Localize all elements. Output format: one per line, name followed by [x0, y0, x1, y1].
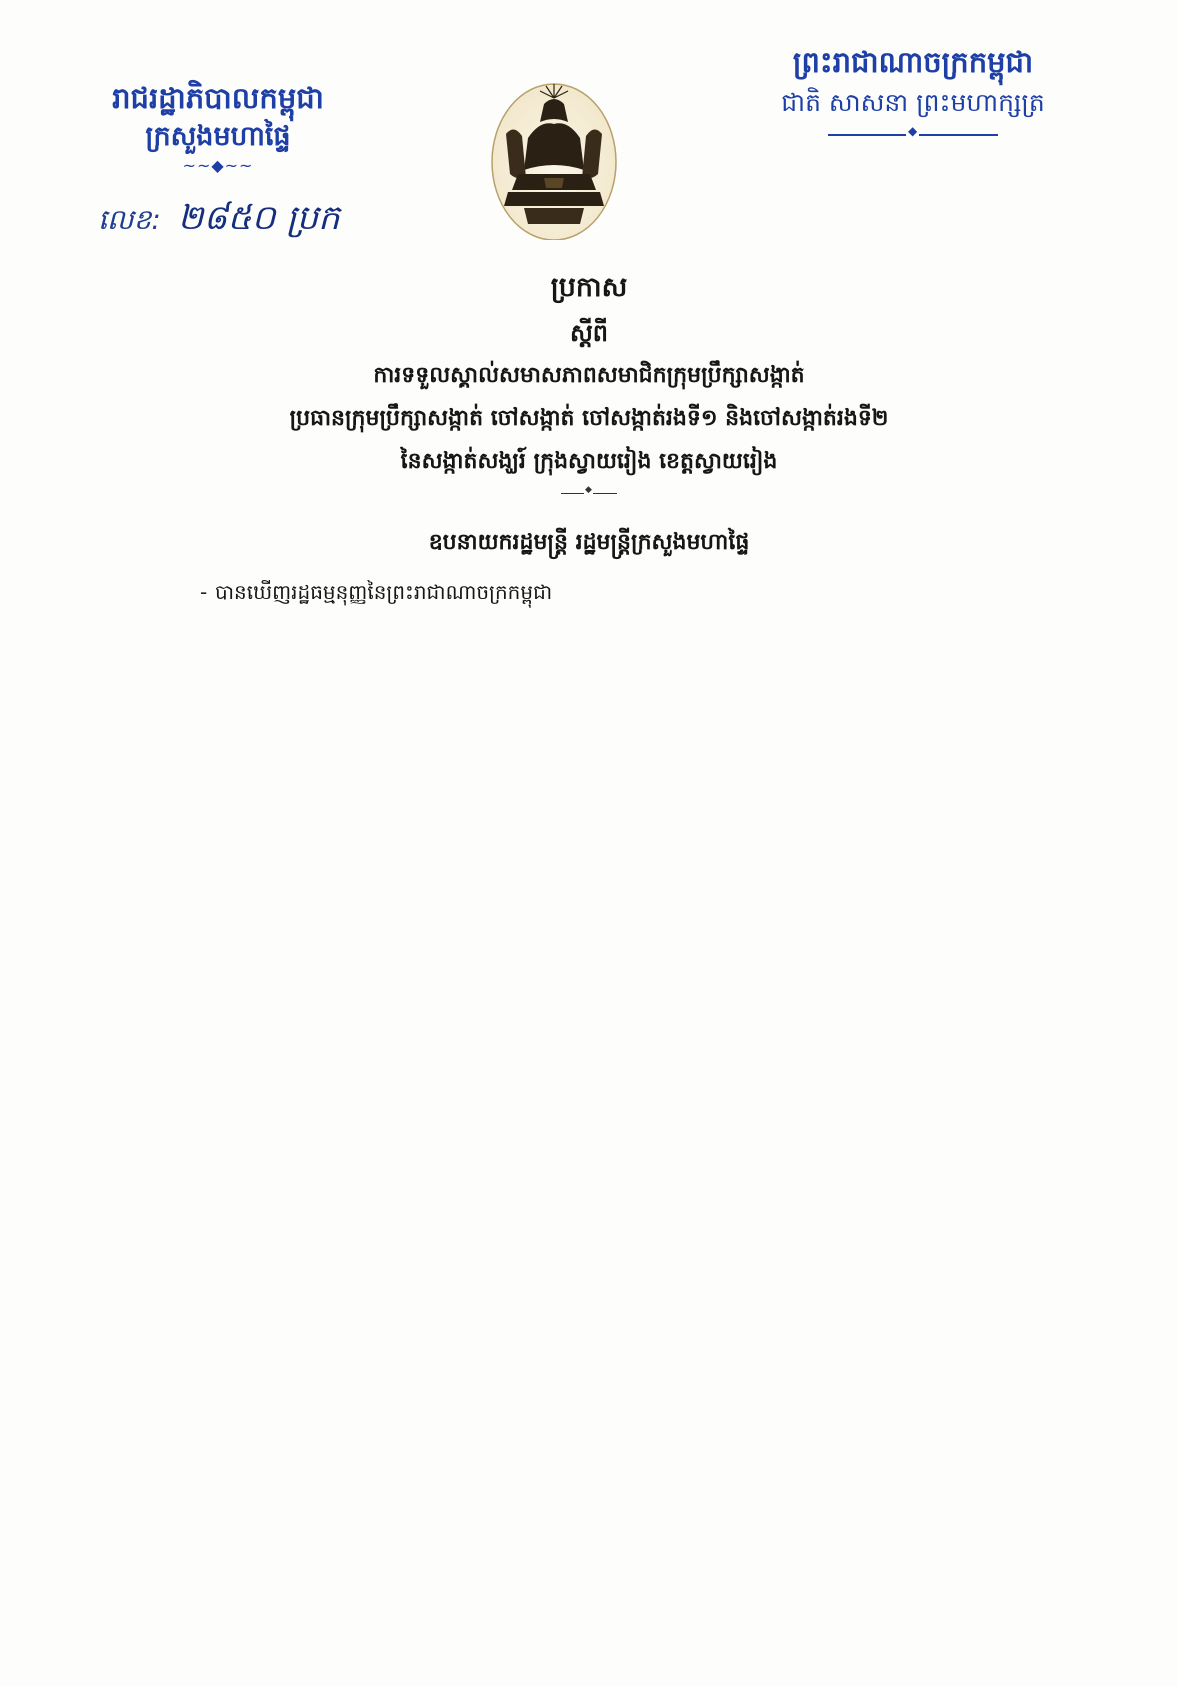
title-subject-line3: នៃសង្កាត់សង្ឃរ៍ ក្រុងស្វាយរៀង ខេត្តស្វាយរៀង	[400, 449, 778, 474]
number-value: ២៨៥០ ប្រក	[177, 198, 340, 238]
royal-emblem-icon	[488, 78, 620, 240]
preamble-item: - បានឃើញរដ្ឋធម្មនុញ្ញនៃព្រះរាជាណាចក្រកម្ពុជា	[215, 574, 552, 610]
title-proclamation: ប្រកាស	[550, 272, 628, 303]
title-subject-line2: ប្រធានក្រុមប្រឹក្សាសង្កាត់ ចៅសង្កាត់ ចៅសង្កាត់រងទី១ និងចៅសង្កាត់រងទី២	[289, 406, 889, 431]
title-subject-line1: ការទទួលស្គាល់សមាសភាពសមាជិកក្រុមប្រឹក្សាសង្កាត់	[373, 363, 805, 388]
ministry-header	[78, 78, 358, 176]
document-title	[100, 264, 1078, 497]
number-label: លេខ:	[98, 203, 161, 236]
ministry-subname: ក្រសួងមហាផ្ទៃ	[145, 121, 291, 152]
ornament-flourish: ~~◆~~	[182, 156, 254, 175]
ornament-rule	[828, 130, 998, 140]
title-on: ស្តីពី	[569, 319, 609, 347]
kingdom-name: ព្រះរាជាណាចក្រកម្ពុជា	[792, 45, 1034, 79]
ministry-name: រាជរដ្ឋាភិបាលកម្ពុជា	[112, 81, 324, 115]
title-divider	[561, 491, 617, 497]
kingdom-motto: ជាតិ សាសនា ព្រះមហាក្សត្រ	[781, 88, 1045, 117]
kingdom-header	[758, 40, 1068, 140]
minister-heading: ឧបនាយករដ្ឋមន្ត្រី រដ្ឋមន្ត្រីក្រសួងមហាផ្ទៃ	[428, 530, 750, 555]
reference-number	[98, 196, 340, 246]
